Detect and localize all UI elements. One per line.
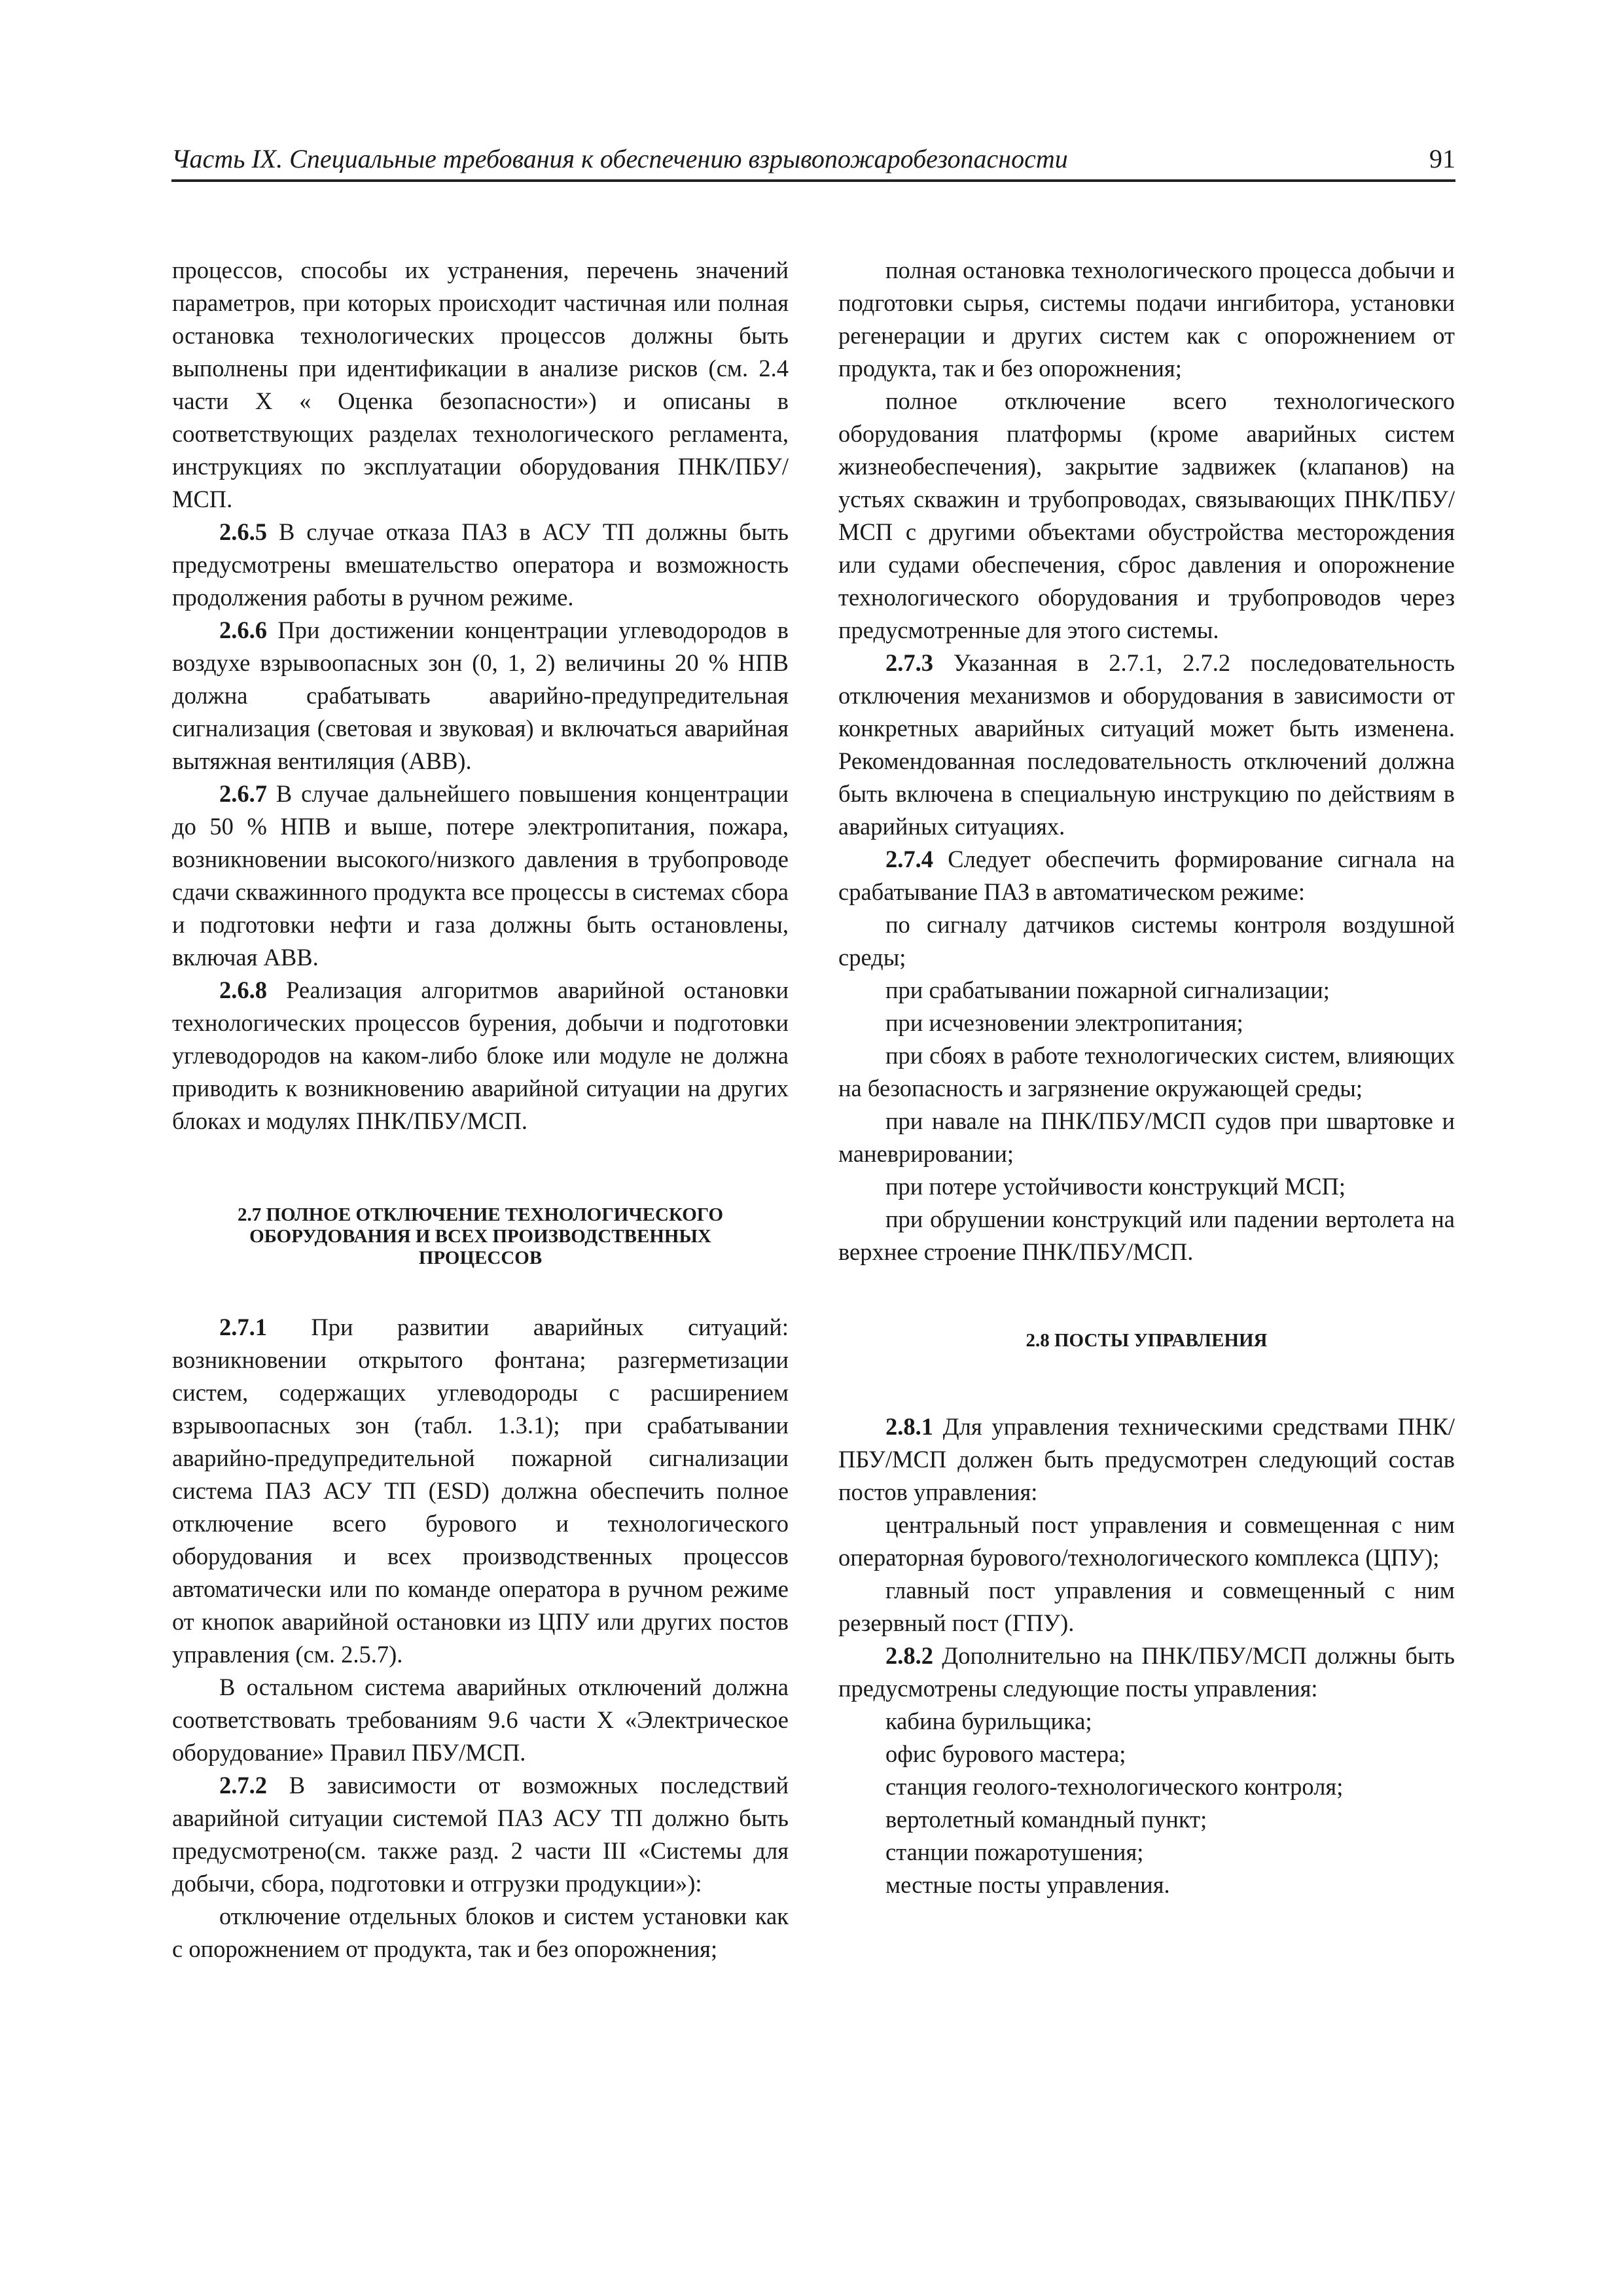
list-item: местные посты управления. (885, 1871, 1170, 1898)
list-item: при потере устойчивости конструкций МСП; (885, 1173, 1346, 1200)
header-title: Часть IX. Специальные требования к обеспечению взрывопожаробезопасности (171, 144, 1068, 173)
clause-text: В случае дальнейшего повышения концентрации до 50 % НПВ и выше, потере электропитания, пожара, возникновении высокого/низкого давления в трубопроводе сдачи скважинного продукта все процессы в системах сбора и подготовки нефти и газа должны быть остановлены, включая АВВ. (172, 780, 789, 971)
clause-number: 2.6.7 (219, 780, 267, 807)
heading-line: 2.7 ПОЛНОЕ ОТКЛЮЧЕНИЕ ТЕХНОЛОГИЧЕСКОГО (237, 1204, 724, 1225)
clause-text: Дополнительно на ПНК/ПБУ/МСП должны быть предусмотрены следующие посты управления: (838, 1642, 1455, 1702)
clause-number: 2.7.4 (885, 846, 933, 872)
paragraph-2-6-7 (172, 778, 789, 974)
running-header (171, 143, 1455, 182)
clause-number: 2.6.8 (219, 977, 267, 1003)
list-item: по сигналу датчиков системы контроля воздушной среды; (838, 911, 1455, 971)
list-item: вертолетный командный пункт; (885, 1806, 1207, 1833)
paragraph-2-7-4 (838, 843, 1455, 908)
list-item: кабина бурильщика; (885, 1708, 1092, 1734)
clause-number: 2.6.6 (219, 617, 267, 643)
clause-text: При достижении концентрации углеводородов в воздухе взрывоопасных зон (0, 1, 2) величины 20 % НПВ должна срабатывать аварийно-предупредительная сигнализация (световая и звуковая) и включаться аварийная вытяжная вентиляция (АВВ). (172, 617, 789, 774)
clause-text: При развитии аварийных ситуаций: возникновении открытого фонтана; разгерметизации систем, содержащих углеводороды с расширением взрывоопасных зон (табл. 1.3.1); при срабатывании аварийно-предупредительной пожарной сигнализации система ПАЗ АСУ ТП (ESD) должна обеспечить полное отключение всего бурового и технологического оборудования и всех производственных процессов автоматически или по команде оператора в ручном режиме от кнопок аварийной остановки из ЦПУ или других постов управления (см. 2.5.7). (172, 1314, 789, 1668)
heading-line: ОБОРУДОВАНИЯ И ВСЕХ ПРОИЗВОДСТВЕННЫХ (249, 1226, 711, 1247)
clause-text: В случае отказа ПАЗ в АСУ ТП должны быть предусмотрены вмешательство оператора и возможность продолжения работы в ручном режиме. (172, 518, 789, 611)
clause-text: Следует обеспечить формирование сигнала на срабатывание ПАЗ в автоматическом режиме: (838, 846, 1455, 905)
clause-text: В зависимости от возможных последствий аварийной ситуации системой ПАЗ АСУ ТП должно быть предусмотрено(см. также разд. 2 части III «Системы для добычи, сбора, подготовки и отгрузки продукции»): (172, 1772, 789, 1897)
list-item: при обрушении конструкций или падении вертолета на верхнее строение ПНК/ПБУ/МСП. (838, 1206, 1455, 1265)
list-item: станции пожаротушения; (885, 1839, 1144, 1865)
list-item: главный пост управления и совмещенный с ним резервный пост (ГПУ). (838, 1577, 1455, 1636)
paragraph-2-7-3 (838, 647, 1455, 843)
section-heading-2-8: 2.8 ПОСТЫ УПРАВЛЕНИЯ (1026, 1330, 1268, 1351)
paragraph-2-8-2 (838, 1640, 1455, 1705)
list-item: станция геолого-технологического контроля; (885, 1773, 1344, 1800)
clause-text: Реализация алгоритмов аварийной остановки технологических процессов бурения, добычи и подготовки углеводородов на каком-либо блоке или модуле не должна приводить к возникновению аварийной ситуации на других блоках и модулях ПНК/ПБУ/МСП. (172, 977, 789, 1134)
list-item: при срабатывании пожарной сигнализации; (885, 977, 1330, 1003)
paragraph-2-6-6 (172, 614, 789, 778)
paragraph-2-8-1 (838, 1410, 1455, 1509)
page-number: 91 (1429, 144, 1455, 173)
section-heading-2-7 (172, 1204, 789, 1269)
clause-number: 2.7.1 (219, 1314, 267, 1340)
clause-text: Указанная в 2.7.1, 2.7.2 последовательность отключения механизмов и оборудования в зависимости от конкретных аварийных ситуаций может быть изменена. Рекомендованная последовательность отключений должна быть включена в специальную инструкцию по действиям в аварийных ситуациях. (838, 649, 1455, 840)
list-item: полная остановка технологического процесса добычи и подготовки сырья, системы подачи ингибитора, установки регенерации и других систем как с опорожнением от продукта, так и без опорожнения; (838, 257, 1455, 382)
list-item: центральный пост управления и совмещенная с ним операторная бурового/технологического комплекса (ЦПУ); (838, 1511, 1455, 1571)
list-item: при навале на ПНК/ПБУ/МСП судов при швартовке и маневрировании; (838, 1107, 1455, 1167)
clause-text: Для управления техническими средствами ПНК/ПБУ/МСП должен быть предусмотрен следующий состав постов управления: (838, 1413, 1455, 1505)
list-item: при исчезновении электропитания; (885, 1009, 1243, 1036)
paragraph-2-7-1-continued: В остальном система аварийных отключений должна соответствовать требованиям 9.6 части X «Электрическое оборудование» Правил ПБУ/МСП. (172, 1674, 789, 1766)
clause-number: 2.8.1 (885, 1413, 933, 1440)
paragraph-2-6-5 (172, 516, 789, 614)
clause-number: 2.7.3 (885, 649, 933, 676)
clause-number: 2.7.2 (219, 1772, 267, 1799)
list-item: полное отключение всего технологического оборудования платформы (кроме аварийных систем жизнеобеспечения), закрытие задвижек (клапанов) на устьях скважин и трубопроводах, связывающих ПНК/ПБУ/МСП с другими объектами обустройства месторождения или судами обеспечения, сброс давления и опорожнение технологического оборудования и трубопроводов через предусмотренные для этого системы. (838, 387, 1455, 643)
paragraph-2-7-2 (172, 1769, 789, 1900)
paragraph-2-7-1 (172, 1311, 789, 1671)
heading-line: ПРОЦЕССОВ (418, 1247, 543, 1268)
clause-number: 2.6.5 (219, 518, 267, 545)
left-column (172, 254, 789, 1965)
paragraph-2-6-8 (172, 974, 789, 1138)
list-item: офис бурового мастера; (885, 1740, 1126, 1767)
clause-number: 2.8.2 (885, 1642, 933, 1669)
right-column (838, 254, 1455, 1901)
list-item: при сбоях в работе технологических систем, влияющих на безопасность и загрязнение окружающей среды; (838, 1042, 1455, 1102)
list-item: отключение отдельных блоков и систем установки как с опорожнением от продукта, так и без опорожнения; (172, 1903, 789, 1962)
paragraph-continuation: процессов, способы их устранения, перечень значений параметров, при которых происходит частичная или полная остановка технологических процессов должны быть выполнены при идентификации в анализе рисков (см. 2.4 части X « Оценка безопасности») и описаны в соответствующих разделах технологического регламента, инструкциях по эксплуатации оборудования ПНК/ПБУ/МСП. (172, 257, 789, 512)
